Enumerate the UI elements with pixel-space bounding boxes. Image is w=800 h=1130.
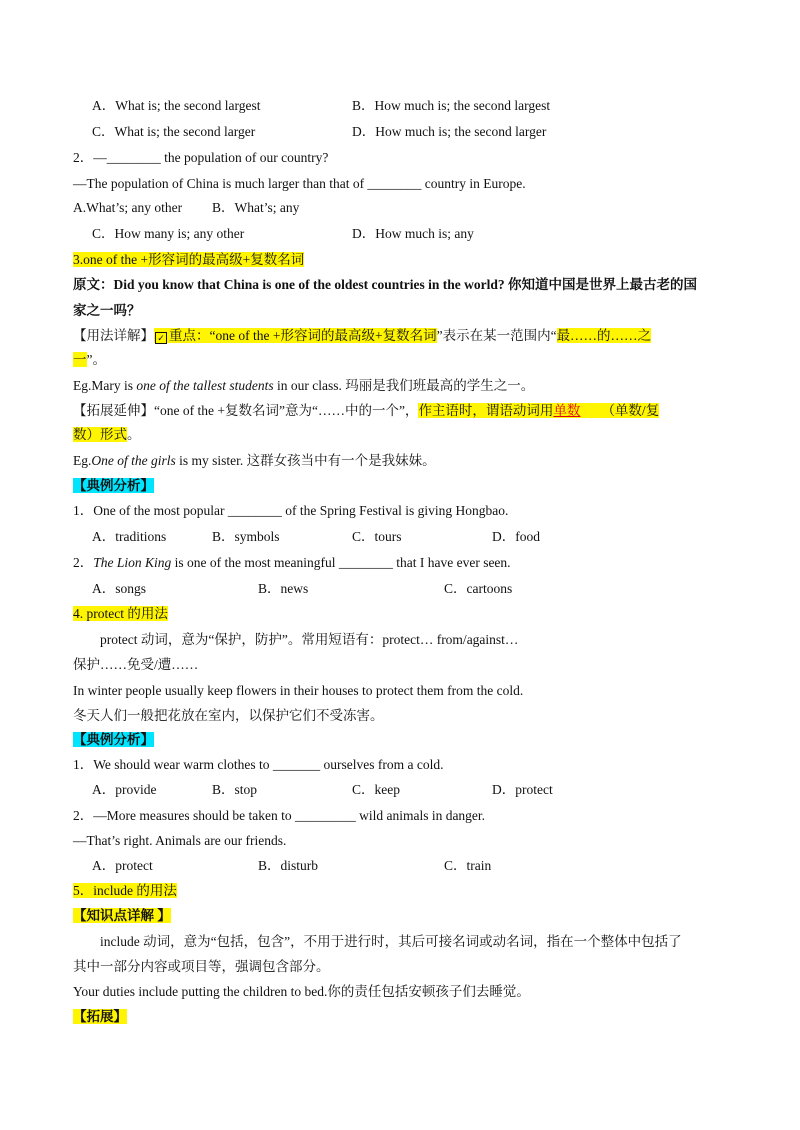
option-d: D．How much is; the second larger [352,124,547,139]
option-a: A．traditions [92,529,167,544]
extension-line2-hl: 数）形式 [73,427,127,442]
detail-heading [73,907,171,925]
usage-key: 重点：“one of the +形容词的最高级+复数名词 [169,328,437,343]
detail-label: 【知识点详解 】 [73,908,171,923]
example-sentence: Your duties include putting the children to bed.你的责任包括安顿孩子们去睡觉。 [73,984,530,999]
option-c: C．train [444,858,492,873]
question-reply: —The population of China is much larger than that of ________ country in Europe. [73,176,526,191]
option-c: C．keep [352,782,400,797]
paragraph: include 动词，意为“包括，包含”，不用于进行时，其后可接名词或动名词，指在一个整体中包括了 [100,934,682,949]
option-c: C．How many is; any other [92,226,245,241]
usage-line2-rest: ”。 [86,352,106,367]
extension-pre: 【拓展延伸】“one of the +复数名词”意为“……中的一个”， [73,403,419,418]
example-sentence [73,377,534,395]
option-a: A．songs [92,581,147,596]
option-a: A.What’s; any other [73,200,183,215]
checkbox-icon: ✓ [155,332,167,344]
question-rest: is one of the most meaningful ________ that I have ever seen. [171,555,511,570]
answer-blank: 单数 [553,403,581,418]
extension-cont [73,426,141,444]
extension [73,402,659,420]
extension-line2-rest: 。 [127,427,141,442]
paragraph-cont: 其中一部分内容或项目等，强调包含部分。 [73,959,330,974]
option-d: D．protect [492,782,553,797]
extension-heading [73,1008,127,1026]
option-b: B．symbols [212,529,280,544]
section-title [73,605,168,623]
original-text-cont: 家之一吗？ [73,303,141,318]
option-a: A．protect [92,858,153,873]
section-title-text: 3.one of the +形容词的最高级+复数名词 [73,252,305,267]
eg-italic: One of the girls [91,453,176,468]
analysis-heading [73,731,154,749]
option-b: B．stop [212,782,258,797]
eg-suffix: is my sister. 这群女孩当中有一个是我妹妹。 [175,453,436,468]
option-b: B．disturb [258,858,319,873]
eg-italic: one of the tallest students [136,378,274,393]
section-title [73,251,304,269]
section-title-text: 5．include 的用法 [73,883,177,898]
question-reply: —That’s right. Animals are our friends. [73,833,287,848]
question-2 [73,554,511,572]
analysis-heading [73,477,154,495]
example-cn: 冬天人们一般把花放在室内，以保护它们不受冻害。 [73,708,384,723]
option-d: D．How much is; any [352,226,474,241]
option-a: A．provide [92,782,157,797]
usage-line2-hl: 一 [73,352,87,367]
usage-explanation [73,327,651,345]
usage-label: 【用法详解】 [73,328,154,343]
usage-explanation-cont [73,351,106,369]
question-italic: The Lion King [93,555,172,570]
option-a: A．What is; the second largest [92,98,261,113]
paragraph: protect 动词，意为“保护，防护”。常用短语有：protect… from/against… [100,632,519,647]
analysis-label: 【典例分析】 [73,478,154,493]
option-c: C．What is; the second larger [92,124,256,139]
option-c: C．tours [352,529,402,544]
paragraph-cont: 保护……免受/遭…… [73,657,199,672]
extension-highlight: 作主语时，谓语动词用 [418,403,554,418]
section-title-text: 4. protect 的用法 [73,606,168,621]
question-number: 2． [73,555,94,570]
option-b: B．What’s; any [212,200,300,215]
original-text: 原文：Did you know that China is one of the oldest countries in the world? 你知道中国是世界上最古老的国 [73,277,698,292]
option-c: C．cartoons [444,581,513,596]
section-title [73,882,177,900]
eg-prefix: Eg.Mary is [73,378,137,393]
eg-suffix: in our class. 玛丽是我们班最高的学生之一。 [273,378,535,393]
question-1: 1．One of the most popular ________ of the Spring Festival is giving Hongbao. [73,503,509,518]
question-stem: 2．—________ the population of our country? [73,150,329,165]
extension-highlight-2: （单数/复 [601,403,660,418]
option-d: D．food [492,529,540,544]
question-2: 2．—More measures should be taken to _________ wild animals in danger. [73,808,486,823]
analysis-label: 【典例分析】 [73,732,154,747]
usage-mid: ”表示在某一范围内“ [436,328,557,343]
option-b: B．How much is; the second largest [352,98,551,113]
example-sentence-2 [73,452,436,470]
option-b: B．news [258,581,309,596]
example-en: In winter people usually keep flowers in their houses to protect them from the cold. [73,683,524,698]
question-1: 1．We should wear warm clothes to _______ ourselves from a cold. [73,757,444,772]
usage-hl-end: 最……的……之 [556,328,652,343]
extension-label: 【拓展】 [73,1009,127,1024]
eg-prefix: Eg. [73,453,92,468]
